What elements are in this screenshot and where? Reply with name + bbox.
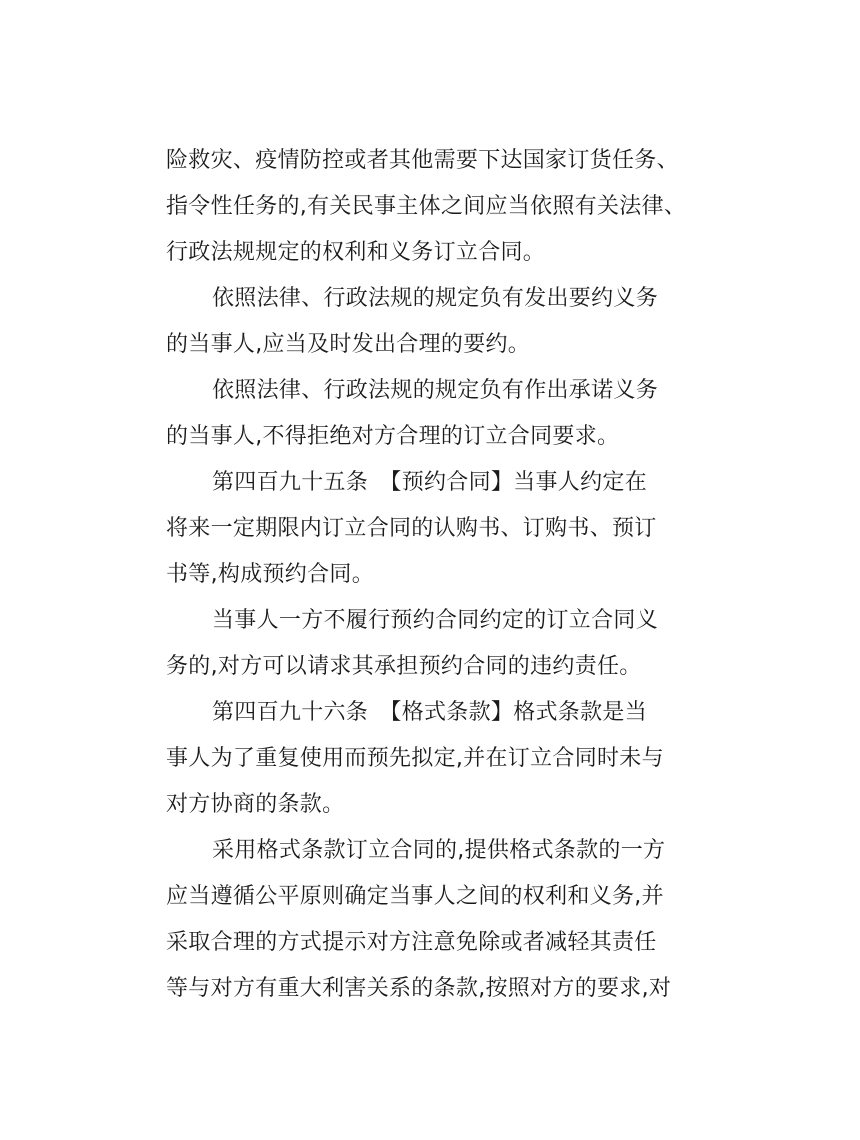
text-line: 事人为了重复使用而预先拟定,并在订立合同时未与 — [166, 746, 664, 771]
text-line: 行政法规规定的权利和义务订立合同。 — [166, 240, 546, 265]
article-495-heading: 第四百九十五条 【预约合同】当事人约定在 — [212, 470, 648, 495]
text-line: 对方协商的条款。 — [166, 792, 345, 817]
text-line: 当事人一方不履行预约合同约定的订立合同义 — [212, 608, 659, 633]
text-line: 务的,对方可以请求其承担预约合同的违约责任。 — [166, 654, 642, 679]
text-line: 等与对方有重大利害关系的条款,按照对方的要求,对 — [166, 976, 672, 1001]
text-line: 采取合理的方式提示对方注意免除或者减轻其责任 — [166, 930, 657, 955]
text-line: 的当事人,应当及时发出合理的要约。 — [166, 332, 531, 357]
text-line: 的当事人,不得拒绝对方合理的订立合同要求。 — [166, 424, 620, 449]
text-line: 指令性任务的,有关民事主体之间应当依照有关法律、 — [166, 194, 687, 219]
text-line: 采用格式条款订立合同的,提供格式条款的一方 — [212, 838, 666, 863]
article-496-heading: 第四百九十六条 【格式条款】格式条款是当 — [212, 700, 648, 725]
text-line: 书等,构成预约合同。 — [166, 562, 374, 587]
text-line: 险救灾、疫情防控或者其他需要下达国家订货任务、 — [166, 148, 679, 173]
text-line: 将来一定期限内订立合同的认购书、订购书、预订 — [166, 516, 657, 541]
text-line: 应当遵循公平原则确定当事人之间的权利和义务,并 — [166, 884, 664, 909]
text-line: 依照法律、行政法规的规定负有作出承诺义务 — [212, 378, 659, 403]
document-body — [166, 138, 706, 1012]
text-line: 依照法律、行政法规的规定负有发出要约义务 — [212, 286, 659, 311]
